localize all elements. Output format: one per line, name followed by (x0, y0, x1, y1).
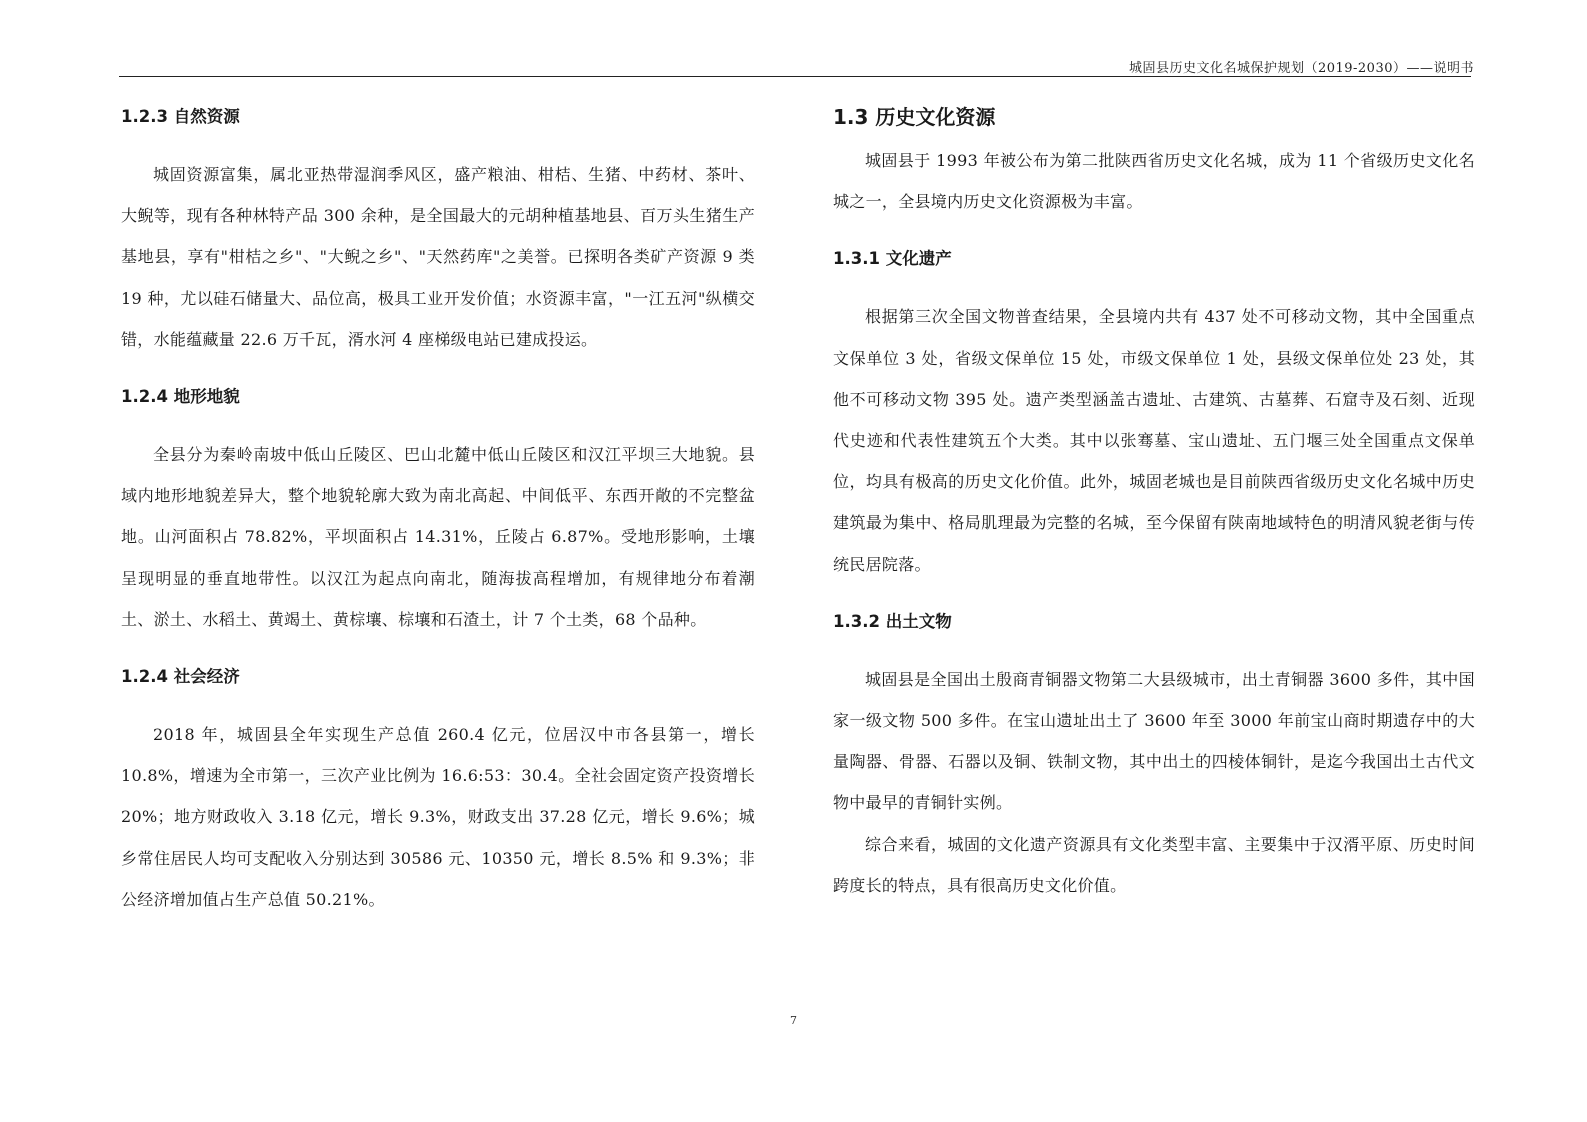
section-heading-cultural-resources: 1.3 历史文化资源 (833, 105, 996, 129)
paragraph-natural-resources: 城固资源富集，属北亚热带湿润季风区，盛产粮油、柑桔、生猪、中药材、茶叶、大鲵等，现有各种林特产品 300 余种，是全国最大的元胡种植基地县、百万头生猪生产基地县，享有"柑桔之乡"、"大鲵之乡"、"天然药库"之美誉。已探明各类矿产资源 9 类 19 种，尤以硅石储量大、品位高，极具工业开发价值；水资源丰富，"一江五河"纵横交错，水能蕴藏量 22.6 万千瓦，湑水河 4 座梯级电站已建成投运。 (121, 165, 755, 349)
running-header: 城固县历史文化名城保护规划（2019-2030）——说明书 (1128, 61, 1474, 76)
section-heading-natural-resources: 1.2.3 自然资源 (121, 107, 240, 126)
page-number: 7 (790, 1014, 797, 1027)
paragraph-terrain: 全县分为秦岭南坡中低山丘陵区、巴山北麓中低山丘陵区和汉江平坝三大地貌。县域内地形地貌差异大，整个地貌轮廓大致为南北高起、中间低平、东西开敞的不完整盆地。山河面积占 78.82%，平坝面积占 14.31%，丘陵占 6.87%。受地形影响，土壤呈现明显的垂直地带性。以汉江为起点向南北，随海拔高程增加，有规律地分布着潮土、淤土、水稻土、黄竭土、黄棕壤、棕壤和石渣土，计 7 个土类，68 个品种。 (121, 445, 755, 629)
section-heading-terrain: 1.2.4 地形地貌 (121, 387, 240, 407)
section-heading-cultural-heritage: 1.3.1 文化遗产 (833, 249, 952, 269)
paragraph-summary: 综合来看，城固的文化遗产资源具有文化类型丰富、主要集中于汉湑平原、历史时间跨度长的特点，具有很高历史文化价值。 (833, 834, 1475, 895)
paragraph-cultural-resources: 城固县于 1993 年被公布为第二批陕西省历史文化名城，成为 11 个省级历史文化名城之一，全县境内历史文化资源极为丰富。 (833, 151, 1475, 212)
paragraph-cultural-heritage: 根据第三次全国文物普查结果，全县境内共有 437 处不可移动文物，其中全国重点文保单位 3 处，省级文保单位 15 处，市级文保单位 1 处，县级文保单位处 23 处，其他不可移动文物 395 处。遗产类型涵盖古遗址、古建筑、古墓葬、石窟寺及石刻、近现代史迹和代表性建筑五个大类。其中以张骞墓、宝山遗址、五门堰三处全国重点文保单位，均具有极高的历史文化价值。此外，城固老城也是目前陕西省级历史文化名城中历史建筑最为集中、格局肌理最为完整的名城，至今保留有陕南地域特色的明清风貌老街与传统民居院落。 (833, 307, 1475, 574)
left-column (121, 100, 755, 920)
right-column (833, 100, 1475, 906)
header-rule (119, 76, 1471, 77)
section-heading-unearthed-relics: 1.3.2 出土文物 (833, 611, 952, 631)
section-heading-economy: 1.2.4 社会经济 (121, 667, 240, 687)
paragraph-unearthed-relics: 城固县是全国出土殷商青铜器文物第二大县级城市，出土青铜器 3600 多件，其中国家一级文物 500 多件。在宝山遗址出土了 3600 年至 3000 年前宝山商时期遗存中的大量陶器、骨器、石器以及铜、铁制文物，其中出土的四棱体铜针，是迄今我国出土古代文物中最早的青铜针实例。 (833, 669, 1475, 813)
paragraph-economy: 2018 年，城固县全年实现生产总值 260.4 亿元，位居汉中市各县第一，增长 10.8%，增速为全市第一，三次产业比例为 16.6:53：30.4。全社会固定资产投资增长 20%；地方财政收入 3.18 亿元，增长 9.3%，财政支出 37.28 亿元，增长 9.6%；城乡常住居民人均可支配收入分别达到 30586 元、10350 元，增长 8.5% 和 9.3%；非公经济增加值占生产总值 50.21%。 (121, 725, 755, 909)
